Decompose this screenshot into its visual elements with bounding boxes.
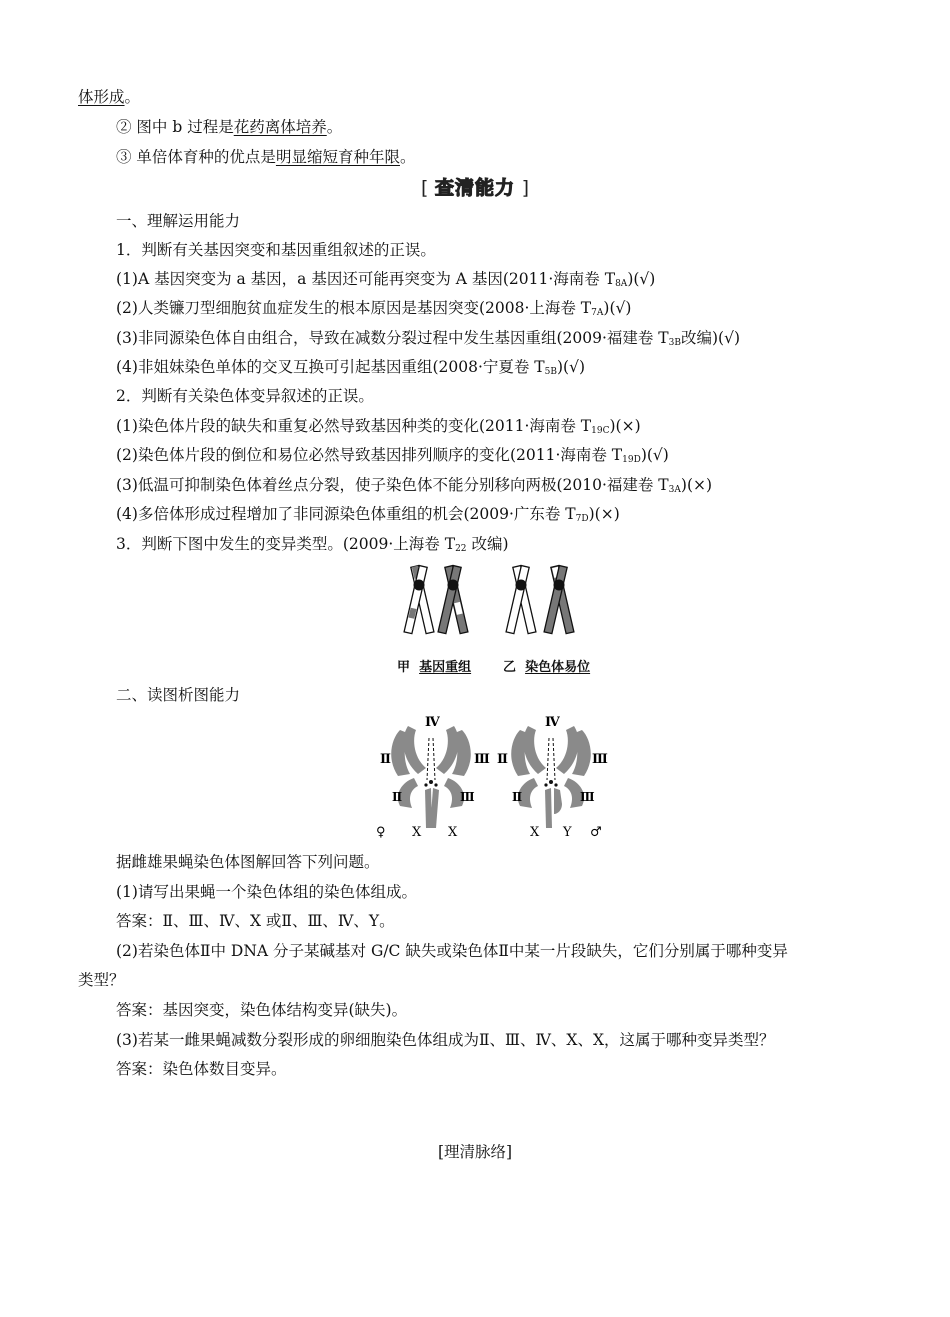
female-karyotype (391, 726, 471, 828)
q1-item: (1)A 基因突变为 a 基因，a 基因还可能再突变为 A 基因(2011·海南卷 $T_{8A})(√)$ (116, 270, 656, 289)
figure1-caption-right: 乙 染色体易位 (503, 660, 591, 675)
answer-yi: 染色体易位 (525, 660, 591, 675)
chromosome-pair-yi (506, 566, 574, 634)
male-y: Y (563, 825, 572, 840)
female-x1: X (412, 825, 422, 840)
label-iv-male: Ⅳ (545, 715, 560, 730)
part2-answer-2: 答案：基因突变，染色体结构变异(缺失)。 (116, 1001, 408, 1019)
part2-heading: 二、读图析图能力 (116, 686, 241, 704)
female-symbol: ♀ (376, 825, 386, 840)
underlined-answer: 花药离体培养 (233, 118, 327, 136)
label-ii-female-lower: Ⅱ (392, 790, 403, 804)
q2-item: (3)低温可抑制染色体着丝点分裂，使子染色体不能分别移向两极(2010·福建卷 $T_{3A})(\times)$ (116, 476, 713, 495)
part2-answer-3: 答案：染色体数目变异。 (116, 1060, 287, 1078)
part2-question-1: (1)请写出果蝇一个染色体组的染色体组成。 (116, 883, 417, 901)
q2-item: (4)多倍体形成过程增加了非同源染色体重组的机会(2009·广东卷 $T_{7D})(\times)$ (116, 505, 620, 524)
q1-item: (4)非姐妹染色单体的交叉互换可引起基因重组(2008·宁夏卷 $T_{5B})(√)$ (116, 358, 586, 377)
underlined-answer: 明显缩短育种年限 (275, 148, 400, 166)
male-symbol: ♂ (590, 825, 602, 840)
q2-title: 2．判断有关染色体变异叙述的正误。 (116, 387, 374, 405)
part2-question-3: (3)若某一雌果蝇减数分裂形成的卵细胞染色体组成为Ⅱ、Ⅲ、Ⅳ、X、X，这属于哪种变异类型？ (116, 1031, 775, 1049)
answer-jia: 基因重组 (419, 660, 472, 675)
label-iii-male: Ⅲ (592, 752, 608, 767)
answer-line-2: ② 图中 b 过程是花药离体培养。 (116, 118, 343, 136)
answer-line-3: ③ 单倍体育种的优点是明显缩短育种年限。 (116, 148, 416, 166)
section-title: [ 查清能力 ] (420, 177, 530, 199)
part2-answer-1: 答案：Ⅱ、Ⅲ、Ⅳ、X 或Ⅱ、Ⅲ、Ⅳ、Y。 (116, 912, 395, 930)
q3-title: 3．判断下图中发生的变异类型。(2009·上海卷 $T_{22}$ 改编) (116, 535, 509, 554)
male-karyotype (511, 726, 591, 828)
part2-question-2-cont: 类型？ (78, 971, 125, 989)
q2-item: (1)染色体片段的缺失和重复必然导致基因种类的变化(2011·海南卷 $T_{19C})(\times)$ (116, 417, 641, 436)
underlined-answer: 体形成 (78, 88, 125, 106)
chromosome-variation-figure (395, 563, 595, 643)
q1-item: (2)人类镰刀型细胞贫血症发生的根本原因是基因突变(2008·上海卷 $T_{7A})(√)$ (116, 299, 632, 318)
q1-title: 1．判断有关基因突变和基因重组叙述的正误。 (116, 241, 436, 259)
label-iii-female: Ⅲ (474, 752, 490, 767)
label-ii-male: Ⅱ (497, 752, 508, 767)
label-ii-female: Ⅱ (380, 752, 391, 767)
label-iii-male-lower: Ⅲ (580, 790, 595, 804)
part2-question-2: (2)若染色体Ⅱ中 DNA 分子某碱基对 G/C 缺失或染色体Ⅱ中某一片段缺失，它们分别属于哪种变异 (116, 942, 788, 960)
female-x2: X (448, 825, 458, 840)
footer-heading: [理清脉络] (437, 1143, 513, 1161)
q1-item: (3)非同源染色体自由组合，导致在减数分裂过程中发生基因重组(2009·福建卷 $T_{3B}$改编)(√) (116, 329, 741, 348)
label-iii-female-lower: Ⅲ (460, 790, 475, 804)
part2-intro: 据雌雄果蝇染色体图解回答下列问题。 (116, 853, 380, 871)
q2-item: (2)染色体片段的倒位和易位必然导致基因排列顺序的变化(2011·海南卷 $T_{19D})(√)$ (116, 446, 669, 465)
carryover-line: 体形成。 (78, 88, 141, 106)
fruitfly-chromosome-figure (370, 708, 610, 848)
male-x: X (530, 825, 540, 840)
part1-heading: 一、理解运用能力 (116, 212, 241, 230)
label-ii-male-lower: Ⅱ (512, 790, 523, 804)
label-iv-female: Ⅳ (425, 715, 440, 730)
figure1-caption-left: 甲 基因重组 (397, 660, 472, 675)
chromosome-pair-jia (404, 566, 468, 634)
